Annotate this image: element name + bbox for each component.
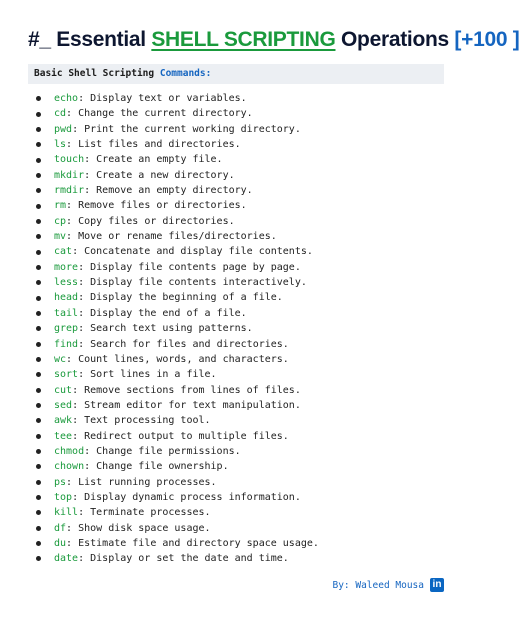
bullet-icon xyxy=(36,388,41,393)
command-description: : Display text or variables. xyxy=(78,93,247,104)
list-item xyxy=(36,306,446,321)
bullet-icon xyxy=(36,188,41,193)
title-highlight: SHELL SCRIPTING xyxy=(151,28,336,51)
bullet-icon xyxy=(36,357,41,362)
command-name: date xyxy=(54,553,79,565)
command-name: ps xyxy=(54,476,67,488)
command-description: : Copy files or directories. xyxy=(66,215,235,227)
section-heading xyxy=(28,64,444,84)
list-item xyxy=(36,413,446,428)
list-item xyxy=(36,551,446,566)
command-description: : Display the beginning of a file. xyxy=(78,292,283,304)
list-item xyxy=(36,398,446,413)
command-name: head xyxy=(54,292,79,304)
bullet-icon xyxy=(36,556,41,561)
bullet-icon xyxy=(36,112,41,117)
command-description: : Create an empty file. xyxy=(84,154,223,166)
list-item xyxy=(36,459,446,474)
bullet-icon xyxy=(36,158,41,163)
footer xyxy=(332,578,444,592)
command-name: chown xyxy=(54,461,85,473)
command-name: echo xyxy=(54,93,79,104)
command-name: mv xyxy=(54,231,67,243)
bullet-icon xyxy=(36,480,41,485)
list-item xyxy=(36,183,446,198)
bullet-icon xyxy=(36,434,41,439)
title-prefix: #_ Essential xyxy=(28,28,152,51)
command-description: : Create a new directory. xyxy=(84,169,235,181)
list-item xyxy=(36,444,446,459)
list-item xyxy=(36,106,446,121)
command-name: wc xyxy=(54,353,67,365)
command-description: : Redirect output to multiple files. xyxy=(72,430,289,442)
list-item xyxy=(36,229,446,244)
command-name: awk xyxy=(54,415,73,427)
bullet-icon xyxy=(36,173,41,178)
bullet-icon xyxy=(36,280,41,285)
command-list xyxy=(36,91,446,567)
command-description: : Remove an empty directory. xyxy=(84,185,253,197)
list-item xyxy=(36,536,446,551)
list-item xyxy=(36,475,446,490)
command-name: sort xyxy=(54,369,79,381)
title-count-badge: [+100 ] xyxy=(454,28,519,51)
bullet-icon xyxy=(36,464,41,469)
bullet-icon xyxy=(36,127,41,132)
bullet-icon xyxy=(36,495,41,500)
command-description: : Move or rename files/directories. xyxy=(66,231,277,243)
command-name: touch xyxy=(54,154,85,166)
bullet-icon xyxy=(36,449,41,454)
page-title xyxy=(28,28,519,52)
bullet-icon xyxy=(36,296,41,301)
command-name: cut xyxy=(54,384,73,396)
command-name: sed xyxy=(54,399,73,411)
bullet-icon xyxy=(36,142,41,147)
author-credit: By: Waleed Mousa xyxy=(332,579,424,591)
list-item xyxy=(36,122,446,137)
bullet-icon xyxy=(36,204,41,209)
list-item xyxy=(36,490,446,505)
list-item xyxy=(36,429,446,444)
command-name: rm xyxy=(54,200,67,212)
list-item xyxy=(36,383,446,398)
command-description: : Change the current directory. xyxy=(66,108,253,120)
bullet-icon xyxy=(36,372,41,377)
bullet-icon xyxy=(36,541,41,546)
command-name: mkdir xyxy=(54,169,85,181)
command-description: : Stream editor for text manipulation. xyxy=(72,399,301,411)
command-name: tee xyxy=(54,430,73,442)
bullet-icon xyxy=(36,96,41,101)
bullet-icon xyxy=(36,418,41,423)
bullet-icon xyxy=(36,403,41,408)
bullet-icon xyxy=(36,219,41,224)
bullet-icon xyxy=(36,342,41,347)
command-name: tail xyxy=(54,307,79,319)
list-item xyxy=(36,91,446,106)
title-middle: Operations xyxy=(335,28,455,51)
command-description: : Change file ownership. xyxy=(84,461,229,473)
command-name: pwd xyxy=(54,123,73,135)
command-description: : List files and directories. xyxy=(66,139,241,151)
command-name: cat xyxy=(54,246,73,258)
command-description: : Estimate file and directory space usage. xyxy=(66,537,319,549)
command-description: : Count lines, words, and characters. xyxy=(66,353,289,365)
command-description: : Text processing tool. xyxy=(72,415,211,427)
list-item xyxy=(36,137,446,152)
command-description: : Print the current working directory. xyxy=(72,123,301,135)
list-item xyxy=(36,168,446,183)
command-description: : Remove sections from lines of files. xyxy=(72,384,301,396)
list-item xyxy=(36,521,446,536)
bullet-icon xyxy=(36,326,41,331)
list-item xyxy=(36,198,446,213)
list-item xyxy=(36,321,446,336)
list-item xyxy=(36,275,446,290)
command-description: : Search for files and directories. xyxy=(78,338,289,350)
command-description: : Concatenate and display file contents. xyxy=(72,246,313,258)
bullet-icon xyxy=(36,265,41,270)
command-name: kill xyxy=(54,507,79,519)
command-name: rmdir xyxy=(54,185,85,197)
command-name: find xyxy=(54,338,79,350)
command-name: df xyxy=(54,522,67,534)
bullet-icon xyxy=(36,510,41,515)
section-heading-keyword: Commands: xyxy=(159,68,212,79)
bullet-icon xyxy=(36,311,41,316)
command-name: ls xyxy=(54,139,67,151)
bullet-icon xyxy=(36,250,41,255)
command-description: : Change file permissions. xyxy=(84,445,241,457)
command-description: : Sort lines in a file. xyxy=(78,369,217,381)
command-description: : Display the end of a file. xyxy=(78,307,247,319)
command-description: : Display or set the date and time. xyxy=(78,553,289,565)
command-description: : Remove files or directories. xyxy=(66,200,247,212)
command-name: cd xyxy=(54,108,67,120)
command-name: more xyxy=(54,261,79,273)
command-description: : Display file contents page by page. xyxy=(78,261,301,273)
list-item xyxy=(36,505,446,520)
list-item xyxy=(36,244,446,259)
command-description: : Display dynamic process information. xyxy=(72,491,301,503)
command-name: chmod xyxy=(54,445,85,457)
list-item xyxy=(36,152,446,167)
command-name: grep xyxy=(54,323,79,335)
list-item xyxy=(36,214,446,229)
command-description: : List running processes. xyxy=(66,476,217,488)
command-description: : Show disk space usage. xyxy=(66,522,211,534)
command-name: cp xyxy=(54,215,67,227)
list-item xyxy=(36,290,446,305)
command-description: : Search text using patterns. xyxy=(78,323,253,335)
command-description: : Display file contents interactively. xyxy=(78,277,307,289)
list-item xyxy=(36,352,446,367)
section-heading-prefix: Basic Shell Scripting xyxy=(34,68,160,79)
command-description: : Terminate processes. xyxy=(78,507,211,519)
list-item xyxy=(36,367,446,382)
linkedin-icon[interactable]: in xyxy=(430,578,444,592)
list-item xyxy=(36,260,446,275)
command-name: du xyxy=(54,537,67,549)
list-item xyxy=(36,337,446,352)
command-name: top xyxy=(54,491,73,503)
bullet-icon xyxy=(36,234,41,239)
command-name: less xyxy=(54,277,79,289)
bullet-icon xyxy=(36,526,41,531)
